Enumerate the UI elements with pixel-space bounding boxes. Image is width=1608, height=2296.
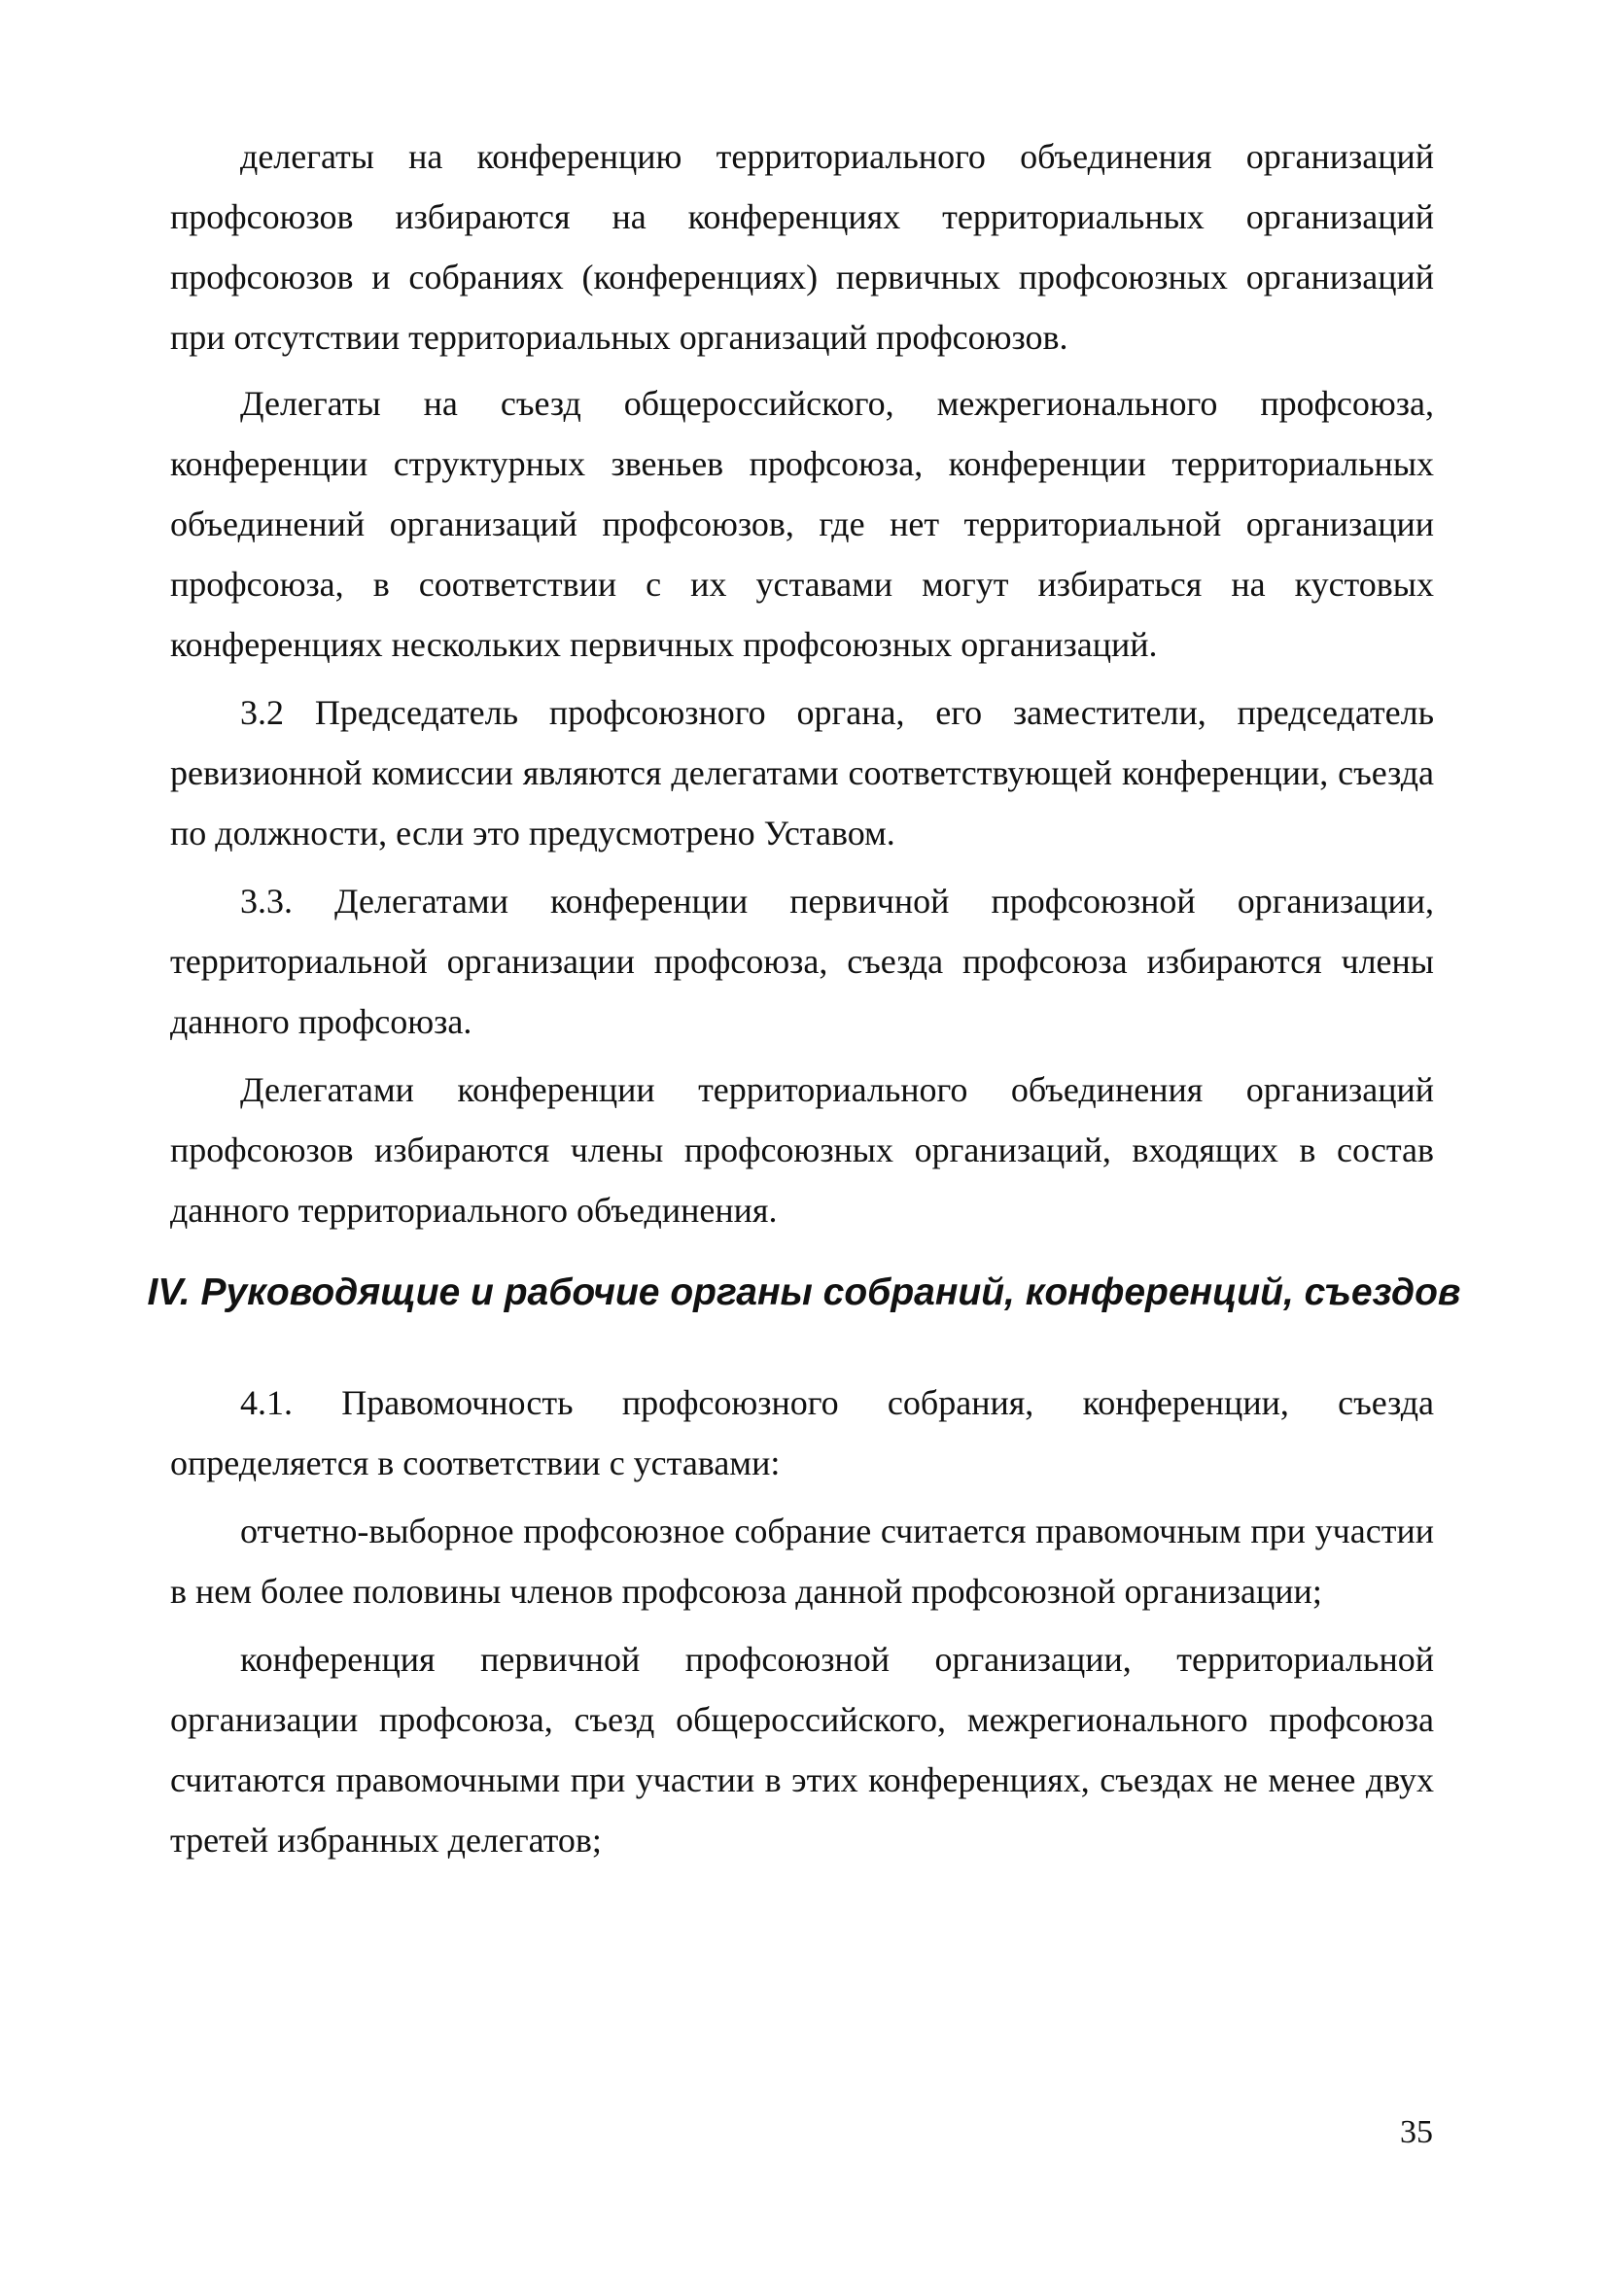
paragraph-meeting-quorum: отчетно-выборное профсоюзное собрание считается правомочным при участии в нем более половины членов профсоюза данной профсоюзной организации; [170, 1512, 1434, 1611]
body-text-bottom [170, 1373, 1434, 1870]
section-heading: IV. Руководящие и рабочие органы собраний, конференций, съездов [147, 1271, 1461, 1313]
paragraph-delegates-members: Делегатами конференции территориального объединения организаций профсоюзов избираются члены профсоюзных организаций, входящих в состав данного территориального объединения. [170, 1070, 1434, 1230]
paragraph-delegates-congress: Делегаты на съезд общероссийского, межрегионального профсоюза, конференции структурных звеньев профсоюза, конференции территориальных объединений организаций профсоюзов, где нет территориальной организации профсоюза, в соответствии с их уставами могут избираться на кустовых конференциях нескольких первичных профсоюзных организаций. [170, 384, 1434, 664]
paragraph-4-1: 4.1. Правомочность профсоюзного собрания, конференции, съезда определяется в соответствии с уставами: [170, 1383, 1434, 1482]
paragraph-delegates-territorial-association: делегаты на конференцию территориального объединения организаций профсоюзов избираются на конференциях территориальных организаций профсоюзов и собраниях (конференциях) первичных профсоюзных организаций при отсутствии территориальных организаций профсоюзов. [170, 137, 1434, 357]
body-text-top [170, 126, 1434, 1240]
page-number: 35 [1400, 2114, 1433, 2150]
paragraph-3-2: 3.2 Председатель профсоюзного органа, его заместители, председатель ревизионной комиссии являются делегатами соответствующей конференции, съезда по должности, если это предусмотрено Уставом. [170, 693, 1434, 852]
paragraph-conference-quorum: конференция первичной профсоюзной организации, территориальной организации профсоюза, съезд общероссийского, межрегионального профсоюза считаются правомочными при участии в этих конференциях, съездах не менее двух третей избранных делегатов; [170, 1640, 1434, 1860]
paragraph-3-3: 3.3. Делегатами конференции первичной профсоюзной организации, территориальной организации профсоюза, съезда профсоюза избираются члены данного профсоюза. [170, 882, 1434, 1041]
